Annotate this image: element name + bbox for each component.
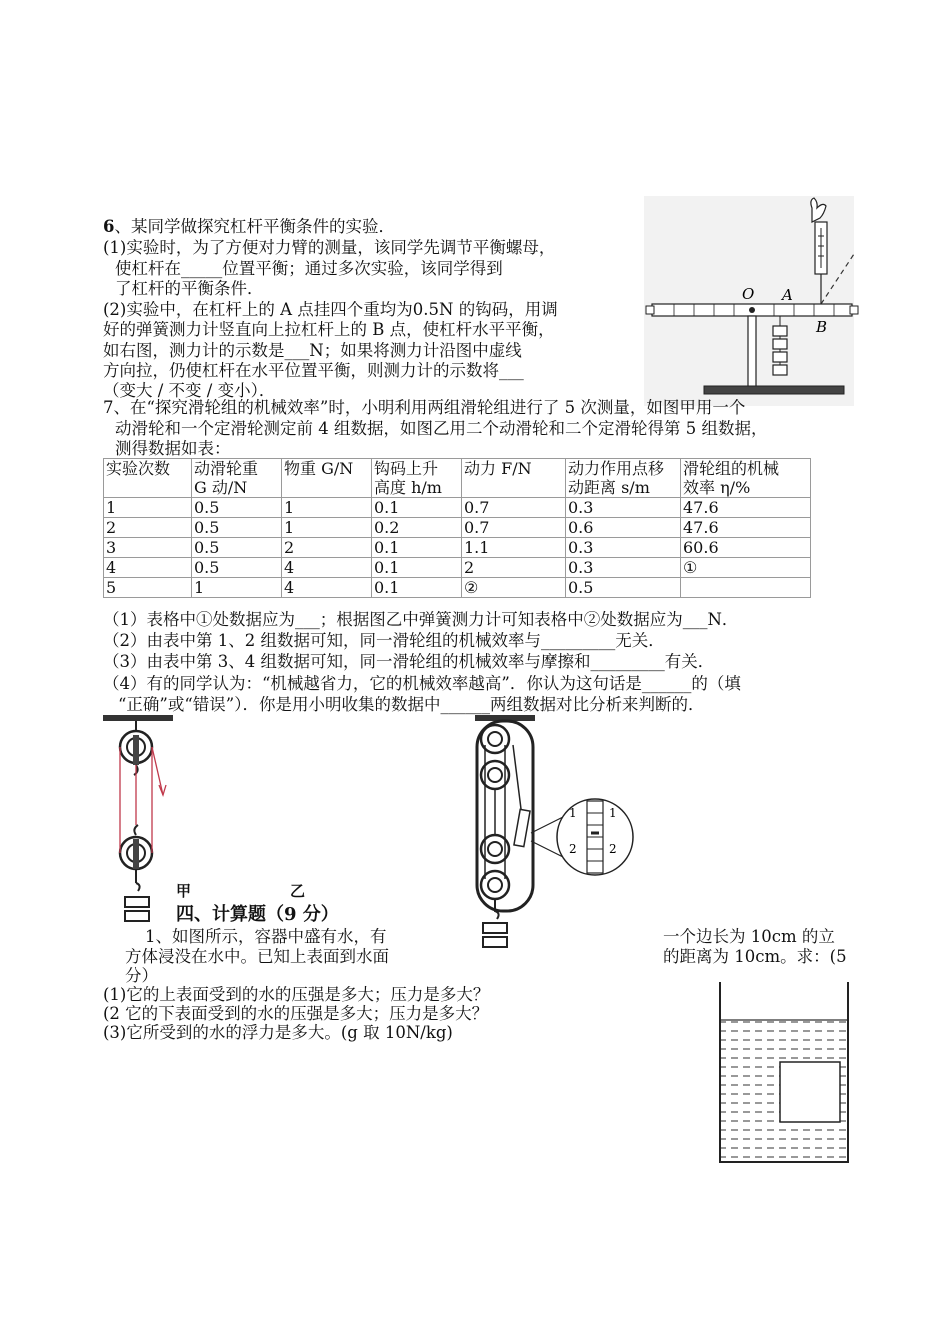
label-O: O xyxy=(742,285,755,303)
calc-q1-line2b: 的距离为 10cm。求：(5 xyxy=(663,947,847,966)
table-cell: 3 xyxy=(104,538,192,558)
table-cell: 0.1 xyxy=(372,538,462,558)
q6-p2-line5: （变大 / 不变 / 变小）． xyxy=(103,381,276,400)
q7-intro-line1: 7、在“探究滑轮组的机械效率”时，小明利用两组滑轮组进行了 5 次测量，如图甲用一个 xyxy=(103,398,746,417)
table-row xyxy=(104,538,811,558)
table-cell: 1.1 xyxy=(462,538,566,558)
ceiling-mount xyxy=(103,715,173,721)
stand-base xyxy=(704,386,844,394)
table-cell: 0.3 xyxy=(566,558,681,578)
table-cell: 2 xyxy=(104,518,192,538)
table-cell: 0.5 xyxy=(566,578,681,598)
q7-sub4-line2: “正确”或“错误”）．你是用小明收集的数据中______两组数据对比分析来判断的． xyxy=(118,695,705,714)
table-cell: 5 xyxy=(104,578,192,598)
table-cell: 0.5 xyxy=(192,518,282,538)
table-header-cell: 动力 F/N xyxy=(462,459,566,498)
table-cell: 0.5 xyxy=(192,498,282,518)
table-cell: 4 xyxy=(282,578,372,598)
table-header-cell: 物重 G/N xyxy=(282,459,372,498)
calc-sub3: (3)它所受到的水的浮力是多大。(g 取 10N/kg) xyxy=(103,1023,453,1042)
calc-q1-line1a: 1、如图所示，容器中盛有水，有 xyxy=(145,927,387,946)
table-header-cell: 实验次数 xyxy=(104,459,192,498)
table-cell: ① xyxy=(681,558,811,578)
table-cell: 2 xyxy=(462,558,566,578)
q6-p2-line4: 方向拉，仍使杠杆在水平位置平衡，则测力计的示数将___ xyxy=(103,361,524,380)
q7-sub1: （1）表格中①处数据应为___；根据图乙中弹簧测力计可知表格中②处数据应为___N． xyxy=(103,610,739,629)
q6-p2-line1: (2)实验中，在杠杆上的 A 点挂四个重均为0.5N 的钩码，用调 xyxy=(103,300,558,319)
table-cell: 0.1 xyxy=(372,578,462,598)
scale-label: 1 xyxy=(609,806,617,820)
table-cell: 47.6 xyxy=(681,518,811,538)
lever-figure xyxy=(644,196,854,406)
label-jia: 甲 xyxy=(176,882,192,900)
water-container-figure xyxy=(718,982,850,1164)
table-cell: 47.6 xyxy=(681,498,811,518)
table-cell: 0.3 xyxy=(566,498,681,518)
q6-p1-line3: 了杠杆的平衡条件． xyxy=(115,279,264,298)
q7-intro-line2: 动滑轮和一个定滑轮测定前 4 组数据，如图乙用二个动滑轮和二个定滑轮得第 5 组数据， xyxy=(115,419,768,438)
table-header-cell: 动滑轮重 G 动/N xyxy=(192,459,282,498)
table-cell: 1 xyxy=(104,498,192,518)
scale-label: 2 xyxy=(569,842,577,856)
table-cell: 0.7 xyxy=(462,498,566,518)
q6-p2-line3: 如右图，测力计的示数是___N；如果将测力计沿图中虚线 xyxy=(103,341,522,360)
table-cell: 0.1 xyxy=(372,498,462,518)
scale-label: 2 xyxy=(609,842,617,856)
table-cell: 1 xyxy=(282,518,372,538)
table-row xyxy=(104,518,811,538)
section-title: 四、计算题（9 分） xyxy=(176,904,339,925)
table-header-cell: 滑轮组的机械 效率 η/% xyxy=(681,459,811,498)
pulley-figure-yi xyxy=(455,715,640,955)
table-cell: 0.7 xyxy=(462,518,566,538)
table-row xyxy=(104,498,811,518)
table-cell: 0.3 xyxy=(566,538,681,558)
calc-sub1: (1)它的上表面受到的水的压强是多大；压力是多大？ xyxy=(103,985,490,1004)
pulley-figure-jia xyxy=(103,715,173,925)
q6-p2-line2: 好的弹簧测力计竖直向上拉杠杆上的 B 点，使杠杆水平平衡， xyxy=(103,320,555,339)
label-A: A xyxy=(782,286,793,304)
scale-label: 1 xyxy=(569,806,577,820)
q7-sub2: （2）由表中第 1、2 组数据可知，同一滑轮组的机械效率与_________无关． xyxy=(103,631,665,650)
table-cell: ② xyxy=(462,578,566,598)
table-cell xyxy=(681,578,811,598)
calc-q1-line3: 分） xyxy=(125,966,158,985)
table-cell: 2 xyxy=(282,538,372,558)
q7-sub3: （3）由表中第 3、4 组数据可知，同一滑轮组的机械效率与摩擦和_________有关． xyxy=(103,652,715,671)
table-cell: 60.6 xyxy=(681,538,811,558)
q6-title: 6、某同学做探究杠杆平衡条件的实验． xyxy=(103,217,395,236)
table-header-cell: 钩码上升 高度 h/m xyxy=(372,459,462,498)
table-header-cell: 动力作用点移 动距离 s/m xyxy=(566,459,681,498)
lever-stand xyxy=(748,316,756,388)
spring-scale xyxy=(514,809,530,846)
cube xyxy=(780,1062,840,1122)
table-cell: 0.2 xyxy=(372,518,462,538)
table-row xyxy=(104,558,811,578)
table-cell: 4 xyxy=(282,558,372,578)
q6-p1-line2: 使杠杆在_____位置平衡；通过多次实验，该同学得到 xyxy=(115,259,503,278)
table-header-row xyxy=(104,459,811,498)
table-row xyxy=(104,578,811,598)
table-cell: 1 xyxy=(192,578,282,598)
q7-intro-line3: 测得数据如表： xyxy=(115,439,231,458)
table-cell: 0.6 xyxy=(566,518,681,538)
q6-p1-line1: (1)实验时，为了方便对力臂的测量，该同学先调节平衡螺母， xyxy=(103,238,556,257)
label-yi: 乙 xyxy=(290,882,306,900)
table-cell: 0.5 xyxy=(192,558,282,578)
table-cell: 0.5 xyxy=(192,538,282,558)
q7-sub4-line1: （4）有的同学认为：“机械越省力，它的机械效率越高”．你认为这句话是______的（填 xyxy=(103,674,741,693)
table-cell: 1 xyxy=(282,498,372,518)
calc-sub2: (2 它的下表面受到的水的压强是多大；压力是多大？ xyxy=(103,1004,489,1023)
calc-q1-line1b: 一个边长为 10cm 的立 xyxy=(663,927,835,946)
table-cell: 0.1 xyxy=(372,558,462,578)
table-cell: 4 xyxy=(104,558,192,578)
data-table xyxy=(103,458,811,598)
label-B: B xyxy=(816,318,828,336)
calc-q1-line2a: 方体浸没在水中。已知上表面到水面 xyxy=(125,947,389,966)
